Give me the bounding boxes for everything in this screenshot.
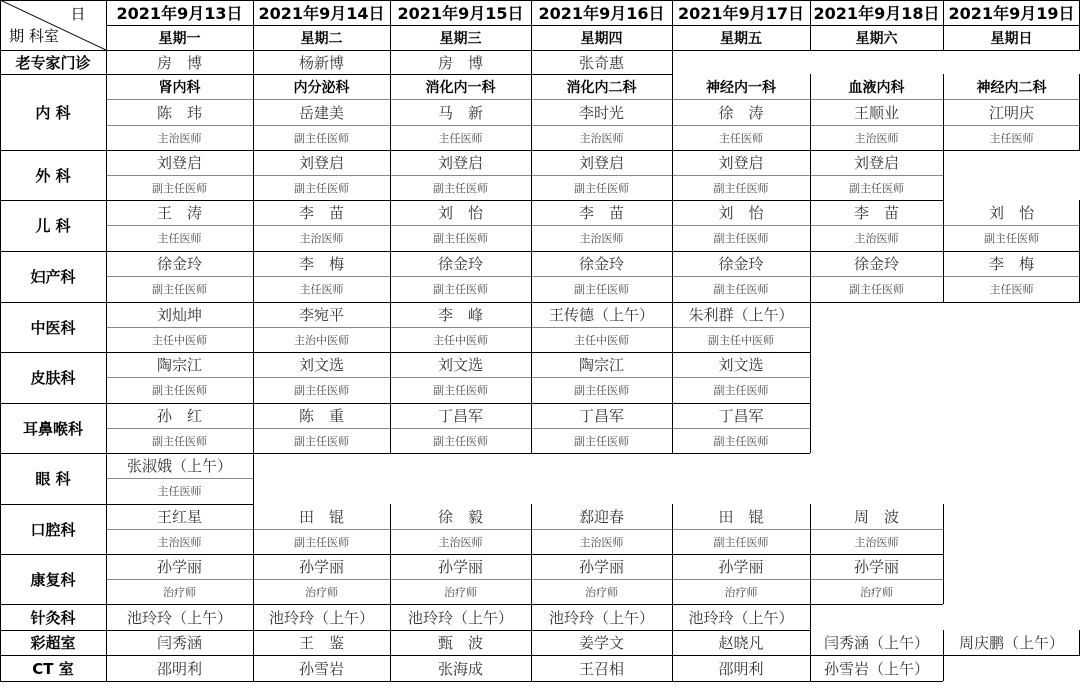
sub-department-cell: 内分泌科 [293,79,350,96]
doctor-name-cell: 徐 毅 [437,508,483,526]
sub-department-cell: 消化内二科 [566,79,637,96]
doctor-name-cell: 池玲玲（上午） [407,608,513,627]
grid-line [390,655,391,681]
grid-line [943,200,944,251]
grid-line [810,504,811,554]
grid-line [531,74,532,150]
doctor-title-cell: 主任医师 [989,283,1034,296]
weekday-header: 星期一 [158,30,201,47]
doctor-name-cell: 郄迎春 [578,508,624,526]
grid-line [531,403,532,453]
doctor-name-cell: 姜学文 [578,634,624,652]
doctor-name-cell: 刘文选 [437,356,483,374]
doctor-name-cell: 李 苗 [853,204,899,222]
doctor-name-cell: 孙 红 [156,407,202,425]
doctor-name-cell: 丁昌军 [578,407,624,425]
grid-line [106,150,107,200]
grid-line [0,403,1,453]
date-header: 2021年9月13日 [116,4,243,23]
grid-line [0,504,1,554]
doctor-title-cell: 治疗师 [860,585,893,599]
doctor-title-cell: 主任医师 [299,283,344,296]
doctor-title-cell: 治疗师 [444,585,477,599]
doctor-name-cell: 池玲玲（上午） [688,608,794,627]
doctor-name-cell: 刘灿坤 [156,306,202,324]
department-label: 皮肤科 [30,369,76,387]
doctor-name-cell: 丁昌军 [437,407,483,425]
corner-label-date: 日 [70,4,86,23]
doctor-title-cell: 副主任中医师 [708,333,774,347]
grid-line [106,428,810,429]
doctor-name-cell: 周 波 [853,508,899,526]
grid-line [106,604,107,630]
doctor-name-cell: 徐金玲 [578,255,624,273]
doctor-name-cell: 李宛平 [298,306,344,324]
doctor-title-cell: 副主任医师 [713,232,769,245]
grid-line [810,302,811,352]
doctor-name-cell: 孙学丽 [853,558,899,576]
grid-line [943,630,944,655]
doctor-name-cell: 岳建美 [298,103,344,122]
doctor-name-cell: 王红星 [156,508,202,526]
doctor-title-cell: 副主任医师 [433,181,488,195]
doctor-title-cell: 主治医师 [157,131,202,145]
doctor-name-cell: 王传德（上午） [548,306,654,324]
grid-line [943,655,944,681]
grid-line [0,150,1,200]
sub-department-cell: 血液内科 [848,79,905,96]
grid-line [106,327,810,328]
grid-line [106,352,107,403]
grid-line [0,302,1,352]
doctor-title-cell: 副主任医师 [152,384,207,397]
department-label: 耳鼻喉科 [22,419,83,438]
doctor-name-cell: 房 博 [437,53,483,72]
grid-line [253,74,254,150]
doctor-title-cell: 治疗师 [163,585,196,599]
department-label: 儿 科 [35,217,71,235]
grid-line [253,150,254,200]
date-header: 2021年9月19日 [948,4,1075,23]
grid-line [531,655,532,681]
grid-line [390,0,391,50]
grid-line [531,0,532,50]
doctor-title-cell: 副主任医师 [433,384,488,397]
doctor-name-cell: 王召相 [578,659,624,678]
doctor-name-cell: 池玲玲（上午） [126,608,232,627]
grid-line [943,251,944,302]
doctor-name-cell: 刘文选 [298,356,344,374]
department-label: 外 科 [35,166,71,185]
doctor-name-cell: 陶宗江 [578,356,624,374]
doctor-name-cell: 王 鉴 [298,634,344,652]
grid-line [106,377,810,378]
grid-line [253,50,254,74]
weekday-header: 星期二 [300,30,343,47]
grid-line [390,251,391,302]
doctor-title-cell: 副主任医师 [574,384,629,397]
doctor-name-cell: 周庆鹏（上午） [958,634,1064,652]
doctor-name-cell: 孙学丽 [718,558,764,576]
doctor-title-cell: 主任中医师 [574,333,629,347]
doctor-name-cell: 孙学丽 [578,558,624,576]
doctor-name-cell: 刘文选 [718,356,764,374]
doctor-name-cell: 徐金玲 [718,255,764,273]
doctor-title-cell: 副主任医师 [152,283,207,296]
grid-line [810,604,811,630]
doctor-title-cell: 副主任医师 [713,283,769,296]
department-label: 针灸科 [30,608,76,627]
sub-department-cell: 神经内二科 [976,79,1047,96]
grid-line [106,579,943,580]
doctor-title-cell: 主治医师 [157,535,202,549]
grid-line [531,150,532,200]
grid-line [253,251,254,302]
doctor-name-cell: 刘 怡 [988,204,1034,222]
doctor-name-cell: 孙雪岩 [298,659,344,678]
grid-line [253,352,254,403]
grid-line [253,0,254,50]
doctor-title-cell: 副主任医师 [849,283,904,296]
doctor-name-cell: 张淑娥（上午） [126,457,232,475]
doctor-title-cell: 治疗师 [305,585,338,599]
corner-label-department: 期 科室 [9,26,59,45]
grid-line [531,604,532,630]
doctor-title-cell: 副主任医师 [713,434,769,448]
grid-line [943,150,944,200]
grid-line [531,352,532,403]
grid-line [810,655,811,681]
grid-line [253,604,254,630]
grid-line [106,50,107,74]
grid-line [390,302,391,352]
grid-line [106,302,107,352]
doctor-name-cell: 陈 玮 [156,103,202,122]
grid-line [106,655,107,681]
doctor-name-cell: 朱利群（上午） [688,306,794,324]
grid-line [672,251,673,302]
grid-line [390,504,391,554]
doctor-title-cell: 主治医师 [854,232,899,245]
grid-line [0,74,1,150]
doctor-title-cell: 治疗师 [724,585,758,599]
grid-line [672,504,673,554]
grid-line [0,630,1,655]
doctor-title-cell: 副主任医师 [713,181,769,195]
doctor-name-cell: 房 博 [156,53,202,72]
grid-line [0,0,1080,1]
doctor-title-cell: 副主任医师 [574,434,629,448]
grid-line [253,655,254,681]
doctor-name-cell: 闫秀涵 [156,634,202,652]
weekday-header: 星期日 [990,30,1033,47]
date-header: 2021年9月17日 [678,4,804,23]
doctor-name-cell: 徐 涛 [718,103,764,122]
doctor-title-cell: 治疗师 [585,585,618,599]
grid-line [253,554,254,604]
date-header: 2021年9月16日 [538,4,665,23]
doctor-name-cell: 邵明利 [156,659,202,678]
doctor-name-cell: 丁昌军 [718,407,764,425]
grid-line [253,403,254,453]
doctor-title-cell: 主治医师 [579,535,624,549]
doctor-title-cell: 副主任医师 [294,535,349,549]
grid-line [106,529,943,530]
grid-line [0,453,1,504]
grid-line [810,150,811,200]
doctor-title-cell: 主治医师 [438,535,483,549]
weekday-header: 星期三 [439,30,482,47]
grid-line [810,630,811,655]
grid-line [106,630,107,655]
doctor-title-cell: 主治医师 [579,232,624,245]
doctor-title-cell: 主任医师 [157,232,202,245]
grid-line [810,403,811,453]
grid-line [672,554,673,604]
grid-line [531,200,532,251]
doctor-name-cell: 刘登启 [853,154,899,172]
grid-line [0,655,1,681]
doctor-title-cell: 副主任医师 [433,232,488,245]
grid-line [253,453,254,504]
grid-line [0,352,1,403]
grid-line [0,681,943,682]
doctor-title-cell: 副主任医师 [984,232,1039,245]
grid-line [106,554,107,604]
doctor-title-cell: 副主任医师 [294,181,349,195]
doctor-title-cell: 主治医师 [299,232,344,245]
date-header: 2021年9月18日 [813,4,940,23]
department-label: 口腔科 [30,520,76,539]
doctor-name-cell: 闫秀涵（上午） [823,634,929,652]
doctor-name-cell: 刘登启 [156,154,202,172]
doctor-name-cell: 李 梅 [298,255,344,273]
grid-line [810,352,811,403]
grid-line [531,50,532,74]
doctor-name-cell: 孙学丽 [156,558,202,576]
doctor-title-cell: 主治中医师 [294,333,349,347]
doctor-title-cell: 副主任医师 [433,434,488,448]
doctor-name-cell: 江明庆 [988,103,1034,122]
doctor-name-cell: 邵明利 [718,659,764,678]
grid-line [810,554,811,604]
department-label: CT 室 [32,659,74,678]
grid-line [0,251,1,302]
doctor-title-cell: 主任中医师 [152,333,207,347]
grid-line [672,74,673,150]
doctor-title-cell: 副主任医师 [574,283,629,296]
grid-line [253,504,254,554]
grid-line [810,251,811,302]
doctor-name-cell: 杨新博 [298,53,344,72]
doctor-title-cell: 主治医师 [854,131,899,145]
grid-line [390,554,391,604]
weekday-header: 星期四 [580,30,623,47]
doctor-name-cell: 刘 怡 [437,204,483,222]
grid-line [253,302,254,352]
grid-line [390,74,391,150]
grid-line [672,604,673,630]
grid-line [531,251,532,302]
grid-line [106,175,943,176]
doctor-title-cell: 主任中医师 [433,333,488,347]
grid-line [390,604,391,630]
doctor-name-cell: 张海成 [437,659,483,678]
weekday-header: 星期五 [720,30,762,47]
department-label: 老专家门诊 [15,53,91,72]
grid-line [0,50,1,74]
doctor-name-cell: 孙雪岩（上午） [823,659,929,678]
doctor-name-cell: 马 新 [437,103,483,122]
grid-line [672,150,673,200]
grid-line [106,200,107,251]
sub-department-cell: 肾内科 [158,79,201,96]
grid-line [390,352,391,403]
date-header: 2021年9月14日 [258,4,385,23]
doctor-name-cell: 刘登启 [718,154,764,172]
doctor-name-cell: 徐金玲 [156,255,202,273]
doctor-name-cell: 孙学丽 [298,558,344,576]
doctor-name-cell: 甄 波 [437,634,483,652]
doctor-name-cell: 徐金玲 [437,255,483,273]
department-label: 眼 科 [35,470,71,488]
grid-line [810,74,811,150]
grid-line [943,0,944,50]
sub-department-cell: 消化内一科 [425,79,496,96]
department-label: 中医科 [30,318,76,337]
sub-department-cell: 神经内一科 [706,79,776,96]
doctor-name-cell: 刘登启 [578,154,624,172]
department-label: 康复科 [30,570,76,589]
grid-line [672,655,673,681]
doctor-name-cell: 李时光 [578,103,624,122]
grid-line [390,403,391,453]
doctor-title-cell: 主任医师 [438,131,483,145]
grid-line [390,50,391,74]
doctor-title-cell: 主任医师 [157,485,202,498]
doctor-name-cell: 徐金玲 [853,255,899,273]
grid-line [810,0,811,50]
doctor-title-cell: 副主任医师 [294,434,349,448]
doctor-title-cell: 副主任医师 [713,384,769,397]
grid-line [672,630,673,655]
grid-line [253,630,254,655]
doctor-name-cell: 田 锟 [298,508,344,526]
grid-line [253,200,254,251]
grid-line [106,74,107,150]
doctor-title-cell: 主任医师 [719,131,763,145]
grid-line [672,403,673,453]
doctor-title-cell: 副主任医师 [849,181,904,195]
doctor-name-cell: 陶宗江 [156,356,202,374]
doctor-title-cell: 副主任医师 [433,283,488,296]
grid-line [390,200,391,251]
grid-line [531,302,532,352]
doctor-name-cell: 刘登启 [437,154,483,172]
weekday-header: 星期六 [855,30,898,47]
grid-line [106,504,107,554]
doctor-name-cell: 李 苗 [578,204,624,222]
grid-line [672,0,673,50]
doctor-title-cell: 主任医师 [989,131,1034,145]
doctor-name-cell: 刘 怡 [718,204,764,222]
department-label: 彩超室 [30,634,76,652]
doctor-title-cell: 副主任医师 [294,384,349,397]
doctor-title-cell: 副主任医师 [152,434,207,448]
doctor-title-cell: 副主任医师 [713,535,769,549]
grid-line [0,554,1,604]
grid-line [672,352,673,403]
grid-line [672,50,673,74]
doctor-name-cell: 李 苗 [298,204,344,222]
grid-line [106,403,107,453]
doctor-title-cell: 主治医师 [579,131,624,145]
doctor-name-cell: 池玲玲（上午） [548,608,654,627]
grid-line [0,0,1,50]
grid-line [531,554,532,604]
grid-line [390,630,391,655]
date-header: 2021年9月15日 [397,4,524,23]
department-label: 内 科 [35,103,71,122]
doctor-name-cell: 池玲玲（上午） [268,608,374,627]
grid-line [531,504,532,554]
doctor-title-cell: 副主任医师 [574,181,629,195]
doctor-name-cell: 张奇惠 [578,53,624,72]
grid-line [0,200,1,251]
grid-line [106,0,107,50]
grid-line [106,453,107,504]
doctor-name-cell: 刘登启 [298,154,344,172]
department-label: 妇产科 [30,268,76,286]
doctor-name-cell: 赵晓凡 [718,634,764,652]
doctor-name-cell: 王顺业 [853,103,899,122]
grid-line [0,604,1,630]
grid-line [810,200,811,251]
doctor-name-cell: 李 梅 [988,255,1034,273]
doctor-name-cell: 王 涛 [156,204,202,222]
grid-line [943,504,944,554]
doctor-title-cell: 副主任医师 [294,131,349,145]
grid-line [672,302,673,352]
doctor-name-cell: 李 峰 [437,306,483,324]
grid-line [106,251,107,302]
doctor-name-cell: 田 锟 [718,508,764,526]
doctor-name-cell: 孙学丽 [437,558,483,576]
grid-line [943,554,944,604]
grid-line [390,150,391,200]
grid-line [943,74,944,150]
doctor-title-cell: 副主任医师 [152,181,207,195]
grid-line [531,630,532,655]
grid-line [672,200,673,251]
grid-line [106,478,253,479]
doctor-name-cell: 陈 重 [298,407,344,425]
doctor-title-cell: 主治医师 [854,535,899,549]
